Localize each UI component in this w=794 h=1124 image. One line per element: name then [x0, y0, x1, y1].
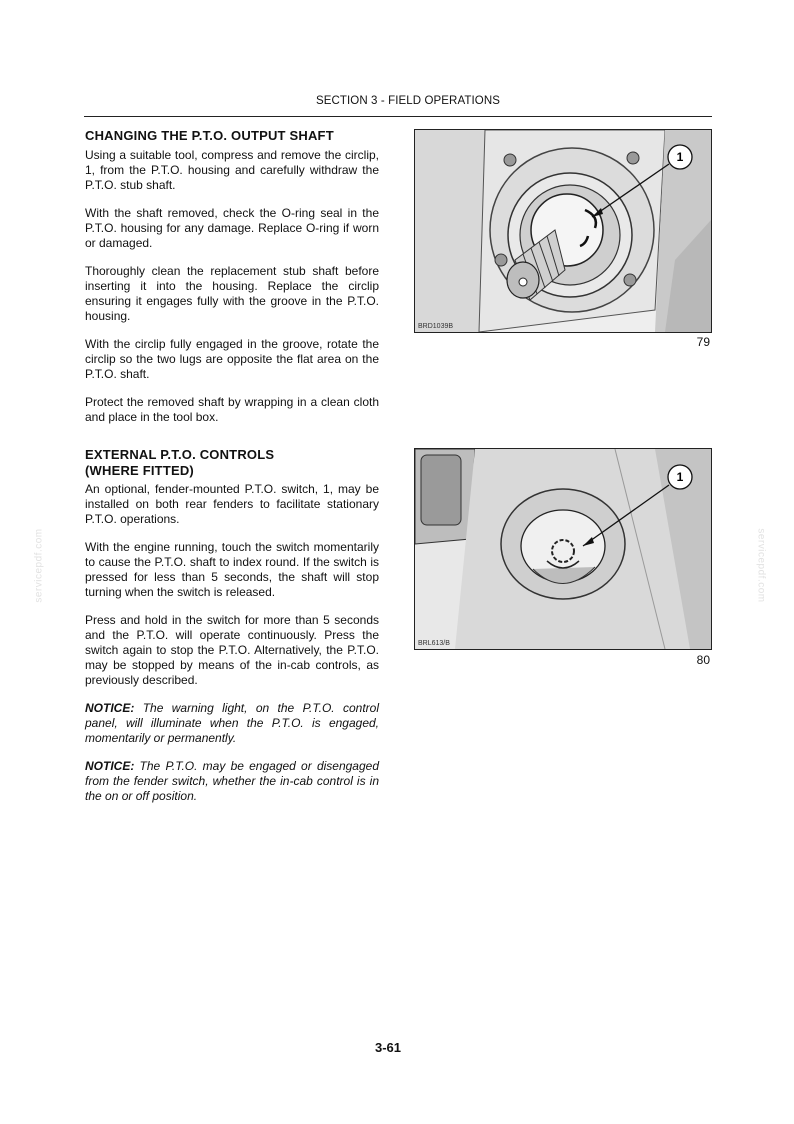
- paragraph: With the engine running, touch the switch momentarily to cause the P.T.O. shaft to index round. If the switch is pressed for less than 5 seconds, the shaft will stop turning when the switch is released.: [85, 540, 379, 599]
- notice-label: NOTICE:: [85, 759, 135, 773]
- paragraph: Protect the removed shaft by wrapping in a clean cloth and place in the tool box.: [85, 395, 379, 424]
- watermark-left: servicepdf.com: [33, 528, 45, 603]
- figure-code: BRD1039B: [418, 323, 454, 330]
- paragraph: With the shaft removed, check the O-ring seal in the P.T.O. housing for any damage. Replace O-ring if worn or damaged.: [85, 206, 379, 250]
- paragraph: With the circlip fully engaged in the groove, rotate the circlip so the two lugs are opposite the flat area on the P.T.O. shaft.: [85, 337, 379, 381]
- callout-1: 1: [676, 470, 684, 484]
- paragraph: Press and hold in the switch for more than 5 seconds and the P.T.O. will operate continuously. Press the switch again to stop the P.T.O. Alternatively, the P.T.O. may be stopped by means of the in-cab controls, as previously described.: [85, 613, 379, 687]
- fender-switch-illustration: [415, 449, 711, 649]
- section-heading: CHANGING THE P.T.O. OUTPUT SHAFT: [85, 128, 334, 143]
- callout-1: 1: [676, 150, 684, 164]
- figure-code: BRL613/B: [418, 640, 450, 647]
- pto-shaft-illustration: [415, 130, 711, 332]
- section-heading: EXTERNAL P.T.O. CONTROLS: [85, 447, 275, 462]
- section-output-shaft: [85, 128, 379, 425]
- figure-number: 80: [696, 653, 710, 667]
- section-subheading: (WHERE FITTED): [85, 463, 194, 478]
- watermark-right: servicepdf.com: [755, 528, 767, 603]
- notice-text: The warning light, on the P.T.O. control panel, will illuminate when the P.T.O. is engaged, momentarily or permanently.: [85, 701, 379, 745]
- notice-label: NOTICE:: [85, 701, 135, 715]
- notice: [85, 759, 379, 804]
- page-number: 3-61: [375, 1040, 402, 1055]
- section-title: SECTION 3 - FIELD OPERATIONS: [315, 95, 500, 107]
- section-external-controls: [85, 447, 379, 804]
- figure-number: 79: [696, 335, 710, 349]
- notice-text: The P.T.O. may be engaged or disengaged from the fender switch, whether the in-cab control is in the on or off position.: [85, 759, 379, 803]
- paragraph: Using a suitable tool, compress and remove the circlip, 1, from the P.T.O. housing and carefully withdraw the P.T.O. stub shaft.: [85, 148, 379, 192]
- page-header: [84, 94, 712, 117]
- figure-80: [414, 448, 712, 650]
- notice: [85, 701, 379, 746]
- paragraph: An optional, fender-mounted P.T.O. switch, 1, may be installed on both rear fenders to facilitate stationary P.T.O. operations.: [85, 482, 379, 526]
- paragraph: Thoroughly clean the replacement stub shaft before inserting it into the housing. Replace the circlip ensuring it engages fully with the groove in the P.T.O. housing.: [85, 264, 379, 323]
- figure-79: [414, 129, 712, 333]
